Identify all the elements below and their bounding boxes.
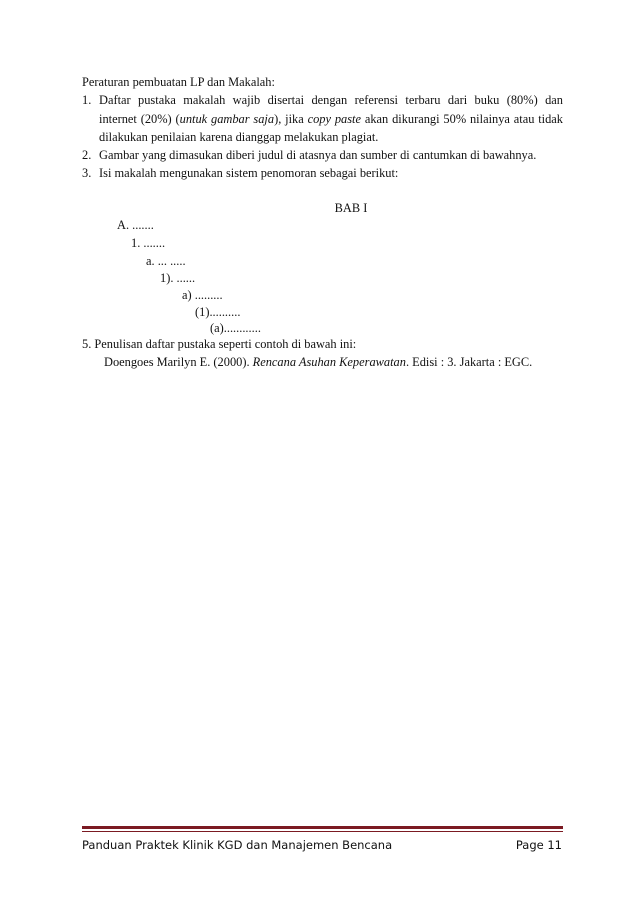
citation-publisher: . Edisi : 3. Jakarta : EGC. — [405, 355, 533, 369]
rule-1-line-2-part-a: internet (20%) ( — [99, 112, 180, 126]
rule-1-line-2-part-b: ), jika — [274, 112, 308, 126]
rules-heading: Peraturan pembuatan LP dan Makalah: — [82, 75, 275, 89]
level-6-item: (1).......... — [195, 305, 241, 319]
bab-title: BAB I — [334, 201, 368, 215]
footer-rule-thin — [82, 831, 563, 832]
rule-3-number: 3. — [82, 166, 92, 180]
level-4-item: 1). ...... — [160, 271, 196, 285]
level-5-item: a) ......... — [182, 288, 223, 302]
rule-1-line-2 — [99, 111, 563, 127]
rule-1-number: 1. — [82, 93, 92, 107]
citation-title: Rencana Asuhan Keperawatan — [252, 355, 406, 369]
rule-1-line-2-part-c: akan dikurangi 50% nilainya atau tidak — [361, 112, 564, 126]
level-2-item: 1. ....... — [131, 236, 166, 250]
rule-3-text: Isi makalah mengunakan sistem penomoran sebagai berikut: — [99, 166, 399, 180]
level-3-item: a. ... ..... — [146, 254, 186, 268]
rule-1-italic-gambar: untuk gambar saja — [179, 112, 275, 126]
rule-1-line-3: dilakukan penilaian karena dianggap melakukan plagiat. — [99, 130, 379, 144]
level-1-item: A. ....... — [117, 218, 154, 232]
rule-2-text: Gambar yang dimasukan diberi judul di atasnya dan sumber di cantumkan di bawahnya. — [99, 148, 537, 162]
level-7-item: (a)............ — [210, 321, 261, 335]
rule-1-line-1: Daftar pustaka makalah wajib disertai dengan referensi terbaru dari buku (80%) dan — [99, 93, 563, 107]
rule-2-number: 2. — [82, 148, 92, 162]
footer-rule-thick — [82, 826, 563, 829]
citation-author: Doengoes Marilyn E. (2000). — [104, 355, 253, 369]
rule-1-italic-copy-paste: copy paste — [307, 112, 361, 126]
footer-page-number: Page 11 — [515, 838, 562, 852]
citation-example — [104, 354, 532, 370]
rule-5-text: 5. Penulisan daftar pustaka seperti contoh di bawah ini: — [82, 337, 357, 351]
footer-title: Panduan Praktek Klinik KGD dan Manajemen Bencana — [82, 838, 393, 852]
